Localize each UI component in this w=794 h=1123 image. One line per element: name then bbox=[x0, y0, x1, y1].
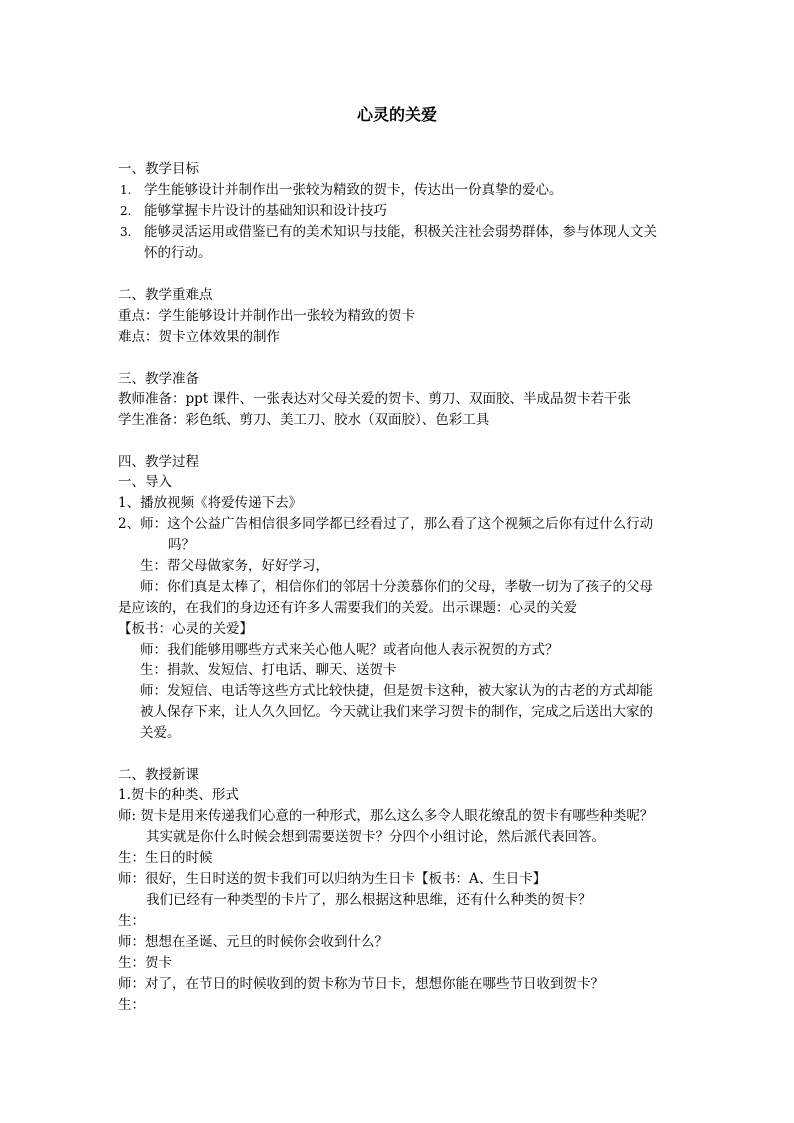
text-line: 生： bbox=[118, 913, 145, 929]
text-line: 师：想想在圣诞、元旦的时候你会收到什么？ bbox=[118, 934, 388, 950]
text-line: 被人保存下来，让人久久回忆。今天就让我们来学习贺卡的制作，完成之后送出大家的 bbox=[140, 704, 653, 720]
text-line: 师：你们真是太棒了，相信你们的邻居十分羡慕你们的父母，孝敬一切为了孩子的父母 bbox=[140, 579, 653, 595]
text-line: 生：生日的时候 bbox=[118, 850, 213, 866]
text-line: 1、播放视频《将爱传递下去》 bbox=[118, 495, 303, 511]
text-line: 师：我们能够用哪些方式来关心他人呢？或者向他人表示祝贺的方式？ bbox=[140, 642, 559, 658]
text-line: 学生准备：彩色纸、剪刀、美工刀、胶水（双面胶）、色彩工具 bbox=[118, 412, 490, 428]
text-line: 吗？ bbox=[168, 537, 195, 553]
section-heading-objectives: 一、教学目标 bbox=[118, 161, 199, 177]
list-number: 3. bbox=[120, 225, 132, 239]
list-number: 1. bbox=[120, 183, 132, 197]
section-heading-process: 四、教学过程 bbox=[118, 454, 199, 470]
section-heading-preparation: 三、教学准备 bbox=[118, 371, 199, 387]
text-line: 生：贺卡 bbox=[118, 955, 172, 971]
list-item-continuation: 怀的行动。 bbox=[144, 245, 212, 261]
section-heading-key-points: 二、教学重难点 bbox=[118, 287, 213, 303]
text-line: 师：很好，生日时送的贺卡我们可以归纳为生日卡【板书：A、生日卡】 bbox=[118, 871, 547, 887]
text-line: 难点：贺卡立体效果的制作 bbox=[118, 329, 280, 345]
section-heading-new-lesson: 二、教授新课 bbox=[118, 767, 199, 783]
text-line: 重点：学生能够设计并制作出一张较为精致的贺卡 bbox=[118, 308, 415, 324]
text-line: 师：对了，在节日的时候收到的贺卡称为节日卡，想想你能在哪些节日收到贺卡？ bbox=[118, 976, 604, 992]
board-note: 【板书：心灵的关爱】 bbox=[118, 621, 253, 637]
text-line: 师：发短信、电话等这些方式比较快捷，但是贺卡这种，被大家认为的古老的方式却能 bbox=[140, 683, 653, 699]
text-line: 师: 贺卡是用来传递我们心意的一种形式，那么这么多令人眼花缭乱的贺卡有哪些种类呢？ bbox=[118, 808, 654, 824]
text-line: 教师准备：ppt 课件、一张表达对父母关爱的贺卡、剪刀、双面胶、半成品贺卡若干张 bbox=[118, 391, 631, 407]
document-title: 心灵的关爱 bbox=[356, 105, 437, 124]
list-number: 2. bbox=[120, 204, 132, 218]
list-item: 学生能够设计并制作出一张较为精致的贺卡，传达出一份真挚的爱心。 bbox=[144, 182, 563, 198]
text-line: 生：捐款、发短信、打电话、聊天、送贺卡 bbox=[140, 662, 397, 678]
list-item: 能够灵活运用或借鉴已有的美术知识与技能，积极关注社会弱势群体，参与体现人文关 bbox=[144, 224, 657, 240]
text-line: 1.贺卡的种类、形式 bbox=[118, 787, 239, 803]
subsection-heading: 一、导入 bbox=[118, 474, 172, 490]
text-line: 生：帮父母做家务，好好学习， bbox=[140, 558, 329, 574]
text-line: 我们已经有一种类型的卡片了，那么根据这种思维，还有什么种类的贺卡？ bbox=[146, 892, 592, 908]
text-line: 关爱。 bbox=[140, 725, 181, 741]
text-line: 其实就是你什么时候会想到需要送贺卡？分四个小组讨论，然后派代表回答。 bbox=[146, 829, 605, 845]
list-item: 能够掌握卡片设计的基础知识和设计技巧 bbox=[144, 203, 387, 219]
text-line: 是应该的，在我们的身边还有许多人需要我们的关爱。出示课题：心灵的关爱 bbox=[118, 600, 577, 616]
text-line: 2、师：这个公益广告相信很多同学都已经看过了，那么看了这个视频之后你有过什么行动 bbox=[118, 516, 654, 532]
text-line: 生： bbox=[118, 997, 145, 1013]
